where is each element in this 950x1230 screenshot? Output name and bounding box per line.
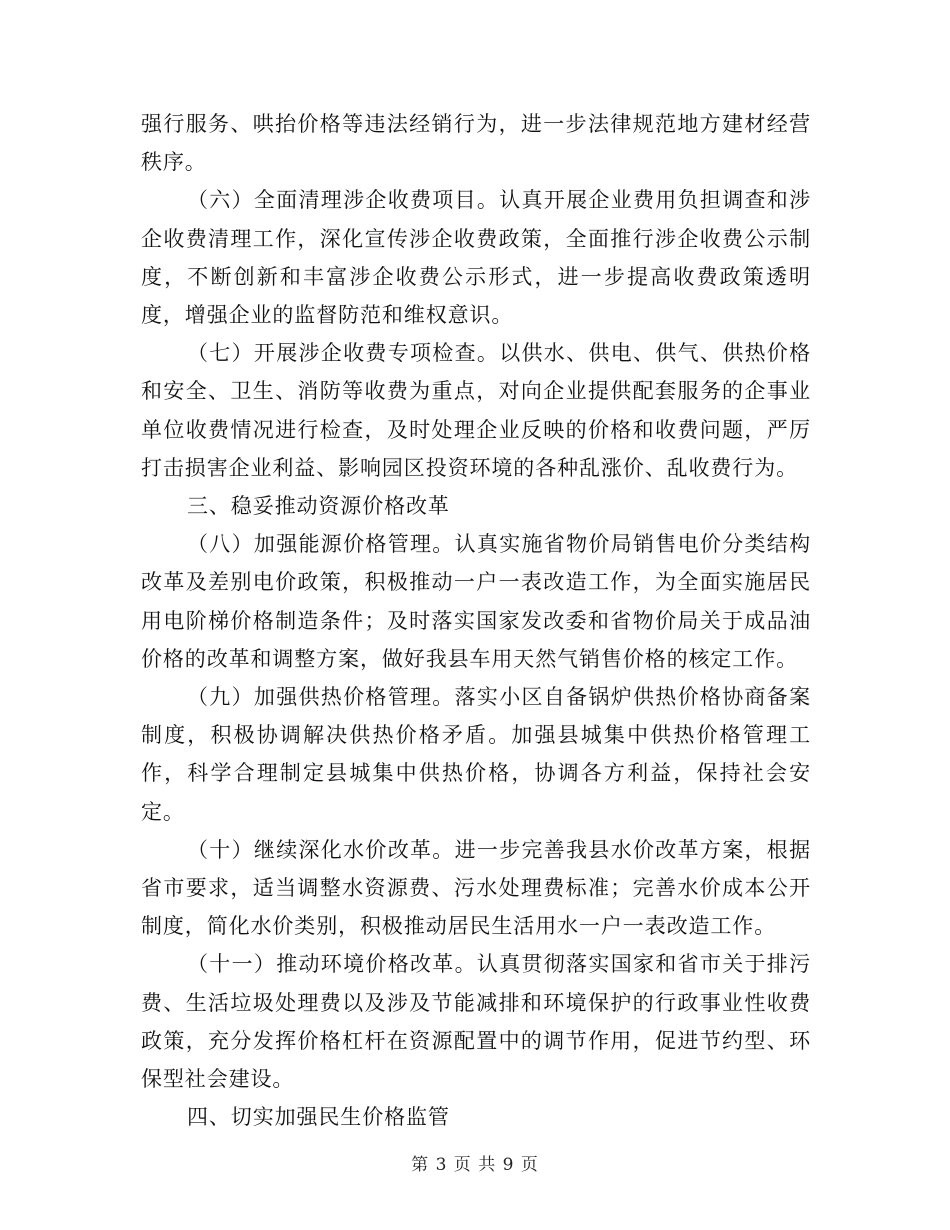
- paragraph-item-6: （六）全面清理涉企收费项目。认真开展企业费用负担调查和涉企收费清理工作，深化宣传涉企收费政策，全面推行涉企收费公示制度，不断创新和丰富涉企收费公示形式，进一步提高收费政策透明度，增强企业的监督防范和维权意识。: [141, 188, 811, 328]
- section-heading-4: 四、切实加强民生价格监管: [187, 1105, 450, 1130]
- page-number: 第 3 页 共 9 页: [411, 1155, 539, 1175]
- section-heading-3: 三、稳妥推动资源价格改革: [187, 494, 450, 519]
- page-footer: [0, 1150, 950, 1175]
- paragraph-item-9: （九）加强供热价格管理。落实小区自备锅炉供热价格协商备案制度，积极协调解决供热价格矛盾。加强县城集中供热价格管理工作，科学合理制定县城集中供热价格，协调各方利益，保持社会安定。: [141, 685, 811, 824]
- paragraph-item-10: （十）继续深化水价改革。进一步完善我县水价改革方案，根据省市要求，适当调整水资源费、污水处理费标准；完善水价成本公开制度，简化水价类别，积极推动居民生活用水一户一表改造工作。: [141, 837, 811, 939]
- paragraph-continuation: 强行服务、哄抬价格等违法经销行为，进一步法律规范地方建材经营秩序。: [141, 112, 811, 175]
- document-body: [141, 105, 811, 1136]
- paragraph-item-11: （十一）推动环境价格改革。认真贯彻落实国家和省市关于排污费、生活垃圾处理费以及涉及节能减排和环境保护的行政事业性收费政策，充分发挥价格杠杆在资源配置中的调节作用，促进节约型、环保型社会建设。: [141, 952, 811, 1092]
- paragraph-item-8: （八）加强能源价格管理。认真实施省物价局销售电价分类结构改革及差别电价政策，积极推动一户一表改造工作，为全面实施居民用电阶梯价格制造条件；及时落实国家发改委和省物价局关于成品油价格的改革和调整方案，做好我县车用天然气销售价格的核定工作。: [141, 532, 811, 671]
- paragraph-item-7: （七）开展涉企收费专项检查。以供水、供电、供气、供热价格和安全、卫生、消防等收费为重点，对向企业提供配套服务的企事业单位收费情况进行检查，及时处理企业反映的价格和收费问题，严厉打击损害企业利益、影响园区投资环境的各种乱涨价、乱收费行为。: [141, 341, 811, 480]
